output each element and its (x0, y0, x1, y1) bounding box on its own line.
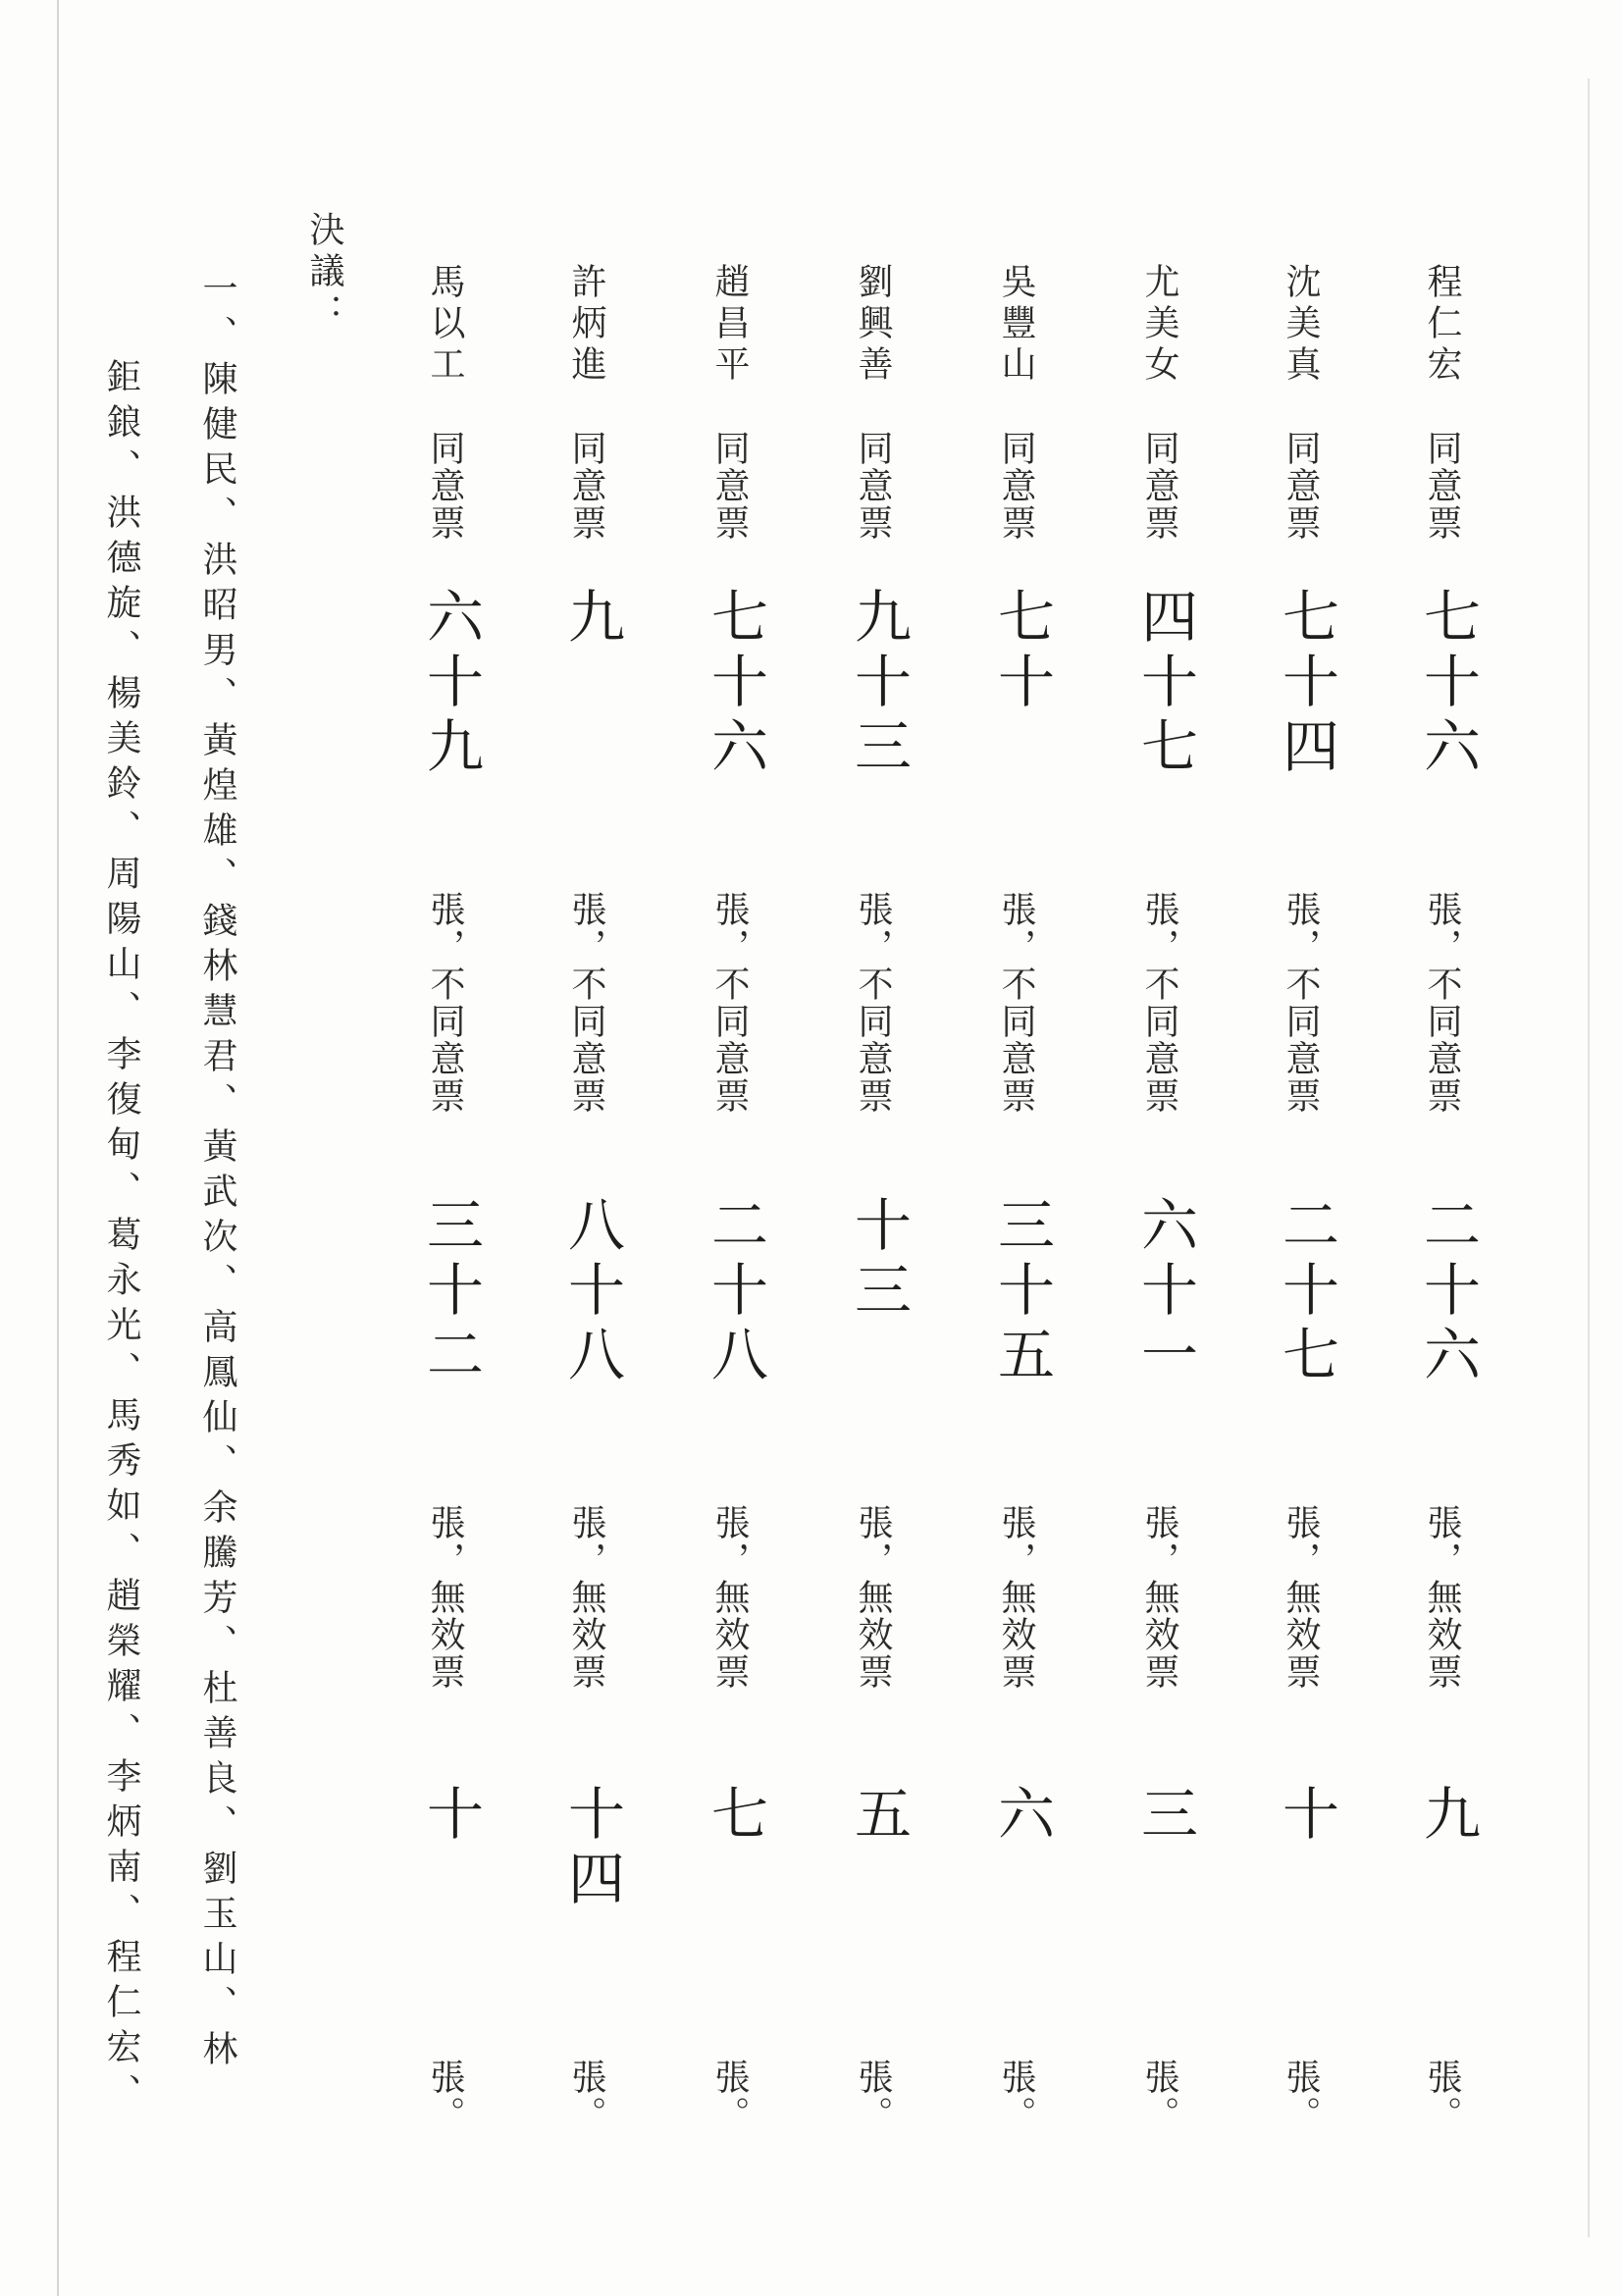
invalid-count: 六 (988, 1784, 1055, 1849)
agree-count: 七十四 (1273, 587, 1339, 781)
disagree-label: 張，不同意票 (1281, 891, 1321, 1115)
end-label: 張。 (709, 2059, 750, 2133)
invalid-count: 七 (702, 1784, 768, 1849)
invalid-label: 張，無效票 (1139, 1504, 1179, 1691)
invalid-label: 張，無效票 (853, 1504, 893, 1691)
agree-count: 七十六 (702, 587, 768, 781)
disagree-count: 十三 (845, 1195, 912, 1325)
resolution-line: 鉅鋃、洪德旋、楊美鈴、周陽山、李復甸、葛永光、馬秀如、趙榮耀、李炳南、程仁宏、 (101, 358, 141, 2118)
disagree-count: 二十七 (1273, 1195, 1339, 1389)
nominee-name: 趙昌平 (709, 263, 750, 387)
scan-edge (57, 0, 59, 2296)
disagree-count: 三十五 (988, 1195, 1055, 1389)
disagree-count: 二十六 (1414, 1195, 1481, 1389)
nominee-name: 沈美真 (1281, 263, 1321, 387)
nominee-name: 許炳進 (566, 263, 606, 387)
invalid-count: 十 (417, 1784, 484, 1849)
agree-label: 同意票 (1139, 430, 1179, 542)
agree-label: 同意票 (709, 430, 750, 542)
nominee-name: 程仁宏 (1422, 263, 1462, 387)
invalid-label: 張，無效票 (566, 1504, 606, 1691)
invalid-label: 張，無效票 (709, 1504, 750, 1691)
invalid-label: 張，無效票 (1281, 1504, 1321, 1691)
agree-label: 同意票 (1281, 430, 1321, 542)
invalid-count: 五 (845, 1784, 912, 1849)
disagree-label: 張，不同意票 (853, 891, 893, 1115)
agree-label: 同意票 (996, 430, 1036, 542)
invalid-label: 張，無效票 (425, 1504, 465, 1691)
agree-count: 九 (558, 587, 625, 652)
nominee-name: 馬以工 (425, 263, 465, 387)
nominee-name: 吳豐山 (996, 263, 1036, 387)
end-label: 張。 (853, 2059, 893, 2133)
agree-label: 同意票 (853, 430, 893, 542)
resolution-line: 一、陳健民、洪昭男、黃煌雄、錢林慧君、黃武次、高鳳仙、余騰芳、杜善良、劉玉山、林 (197, 270, 237, 2075)
disagree-label: 張，不同意票 (996, 891, 1036, 1115)
disagree-label: 張，不同意票 (425, 891, 465, 1115)
end-label: 張。 (1422, 2059, 1462, 2133)
end-label: 張。 (425, 2059, 465, 2133)
scan-edge (1588, 78, 1590, 2237)
agree-count: 六十九 (417, 587, 484, 781)
agree-label: 同意票 (566, 430, 606, 542)
nominee-name: 尤美女 (1139, 263, 1179, 387)
invalid-count: 九 (1414, 1784, 1481, 1849)
resolution-heading: 決議： (304, 211, 344, 335)
agree-count: 四十七 (1131, 587, 1198, 781)
invalid-label: 張，無效票 (1422, 1504, 1462, 1691)
end-label: 張。 (566, 2059, 606, 2133)
disagree-count: 八十八 (558, 1195, 625, 1389)
invalid-count: 三 (1131, 1784, 1198, 1849)
disagree-label: 張，不同意票 (1139, 891, 1179, 1115)
end-label: 張。 (1139, 2059, 1179, 2133)
end-label: 張。 (996, 2059, 1036, 2133)
agree-count: 九十三 (845, 587, 912, 781)
invalid-label: 張，無效票 (996, 1504, 1036, 1691)
disagree-label: 張，不同意票 (566, 891, 606, 1115)
disagree-count: 三十二 (417, 1195, 484, 1389)
end-label: 張。 (1281, 2059, 1321, 2133)
agree-label: 同意票 (425, 430, 465, 542)
agree-label: 同意票 (1422, 430, 1462, 542)
disagree-count: 二十八 (702, 1195, 768, 1389)
disagree-count: 六十一 (1131, 1195, 1198, 1389)
invalid-count: 十四 (558, 1784, 625, 1913)
agree-count: 七十 (988, 587, 1055, 716)
invalid-count: 十 (1273, 1784, 1339, 1849)
disagree-label: 張，不同意票 (709, 891, 750, 1115)
disagree-label: 張，不同意票 (1422, 891, 1462, 1115)
nominee-name: 劉興善 (853, 263, 893, 387)
agree-count: 七十六 (1414, 587, 1481, 781)
